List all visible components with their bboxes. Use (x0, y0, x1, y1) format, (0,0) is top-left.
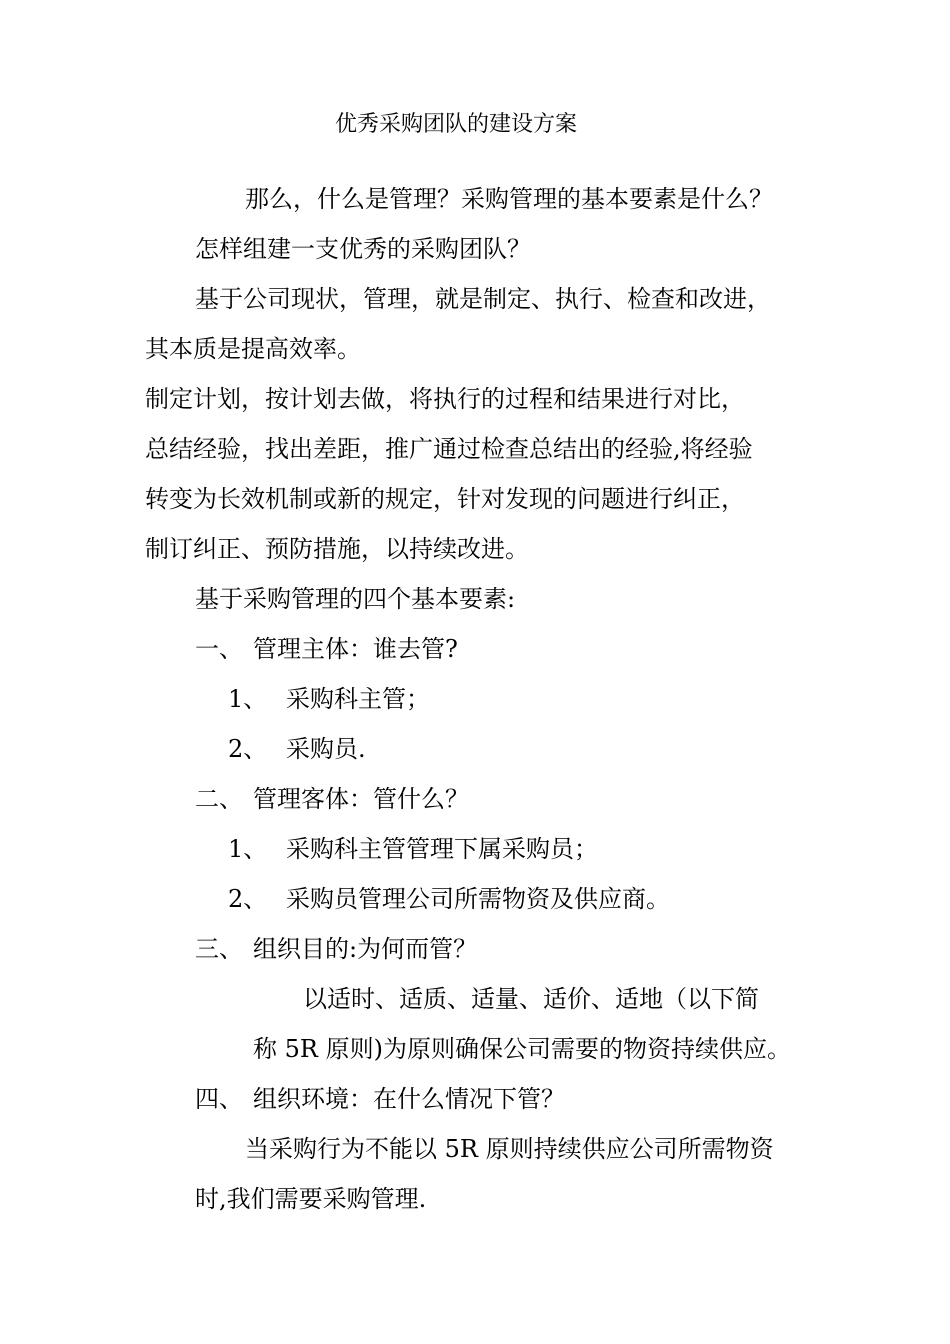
section-heading: 组织目的:为何而管？ (253, 935, 478, 963)
list-item: 采购员. (286, 735, 366, 763)
section-heading: 组织环境：在什么情况下管？ (253, 1085, 565, 1113)
paragraph-line: 以适时、适质、适量、适价、适地（以下简 (303, 985, 759, 1013)
paragraph-line: 当采购行为不能以 5R 原则持续供应公司所需物资 (245, 1135, 774, 1163)
list-item-number: 2、 (228, 885, 268, 913)
paragraph-line: 总结经验，找出差距，推广通过检查总结出的经验,将经验 (145, 435, 753, 463)
paragraph: 怎样组建一支优秀的采购团队？ (195, 235, 531, 263)
paragraph-line: 其本质是提高效率。 (145, 335, 361, 363)
paragraph-line: 时,我们需要采购管理. (195, 1185, 427, 1213)
section-heading: 管理客体：管什么？ (253, 785, 469, 813)
list-item-number: 2、 (228, 735, 268, 763)
document-title: 优秀采购团队的建设方案 (335, 112, 578, 137)
paragraph-line: 称 5R 原则)为原则确保公司需要的物资持续供应。 (253, 1035, 791, 1063)
paragraph: 基于采购管理的四个基本要素: (195, 585, 516, 613)
paragraph-line: 转变为长效机制或新的规定，针对发现的问题进行纠正， (145, 485, 745, 513)
section-number: 三、 (195, 935, 243, 963)
section-number: 二、 (195, 785, 243, 813)
list-item: 采购员管理公司所需物资及供应商。 (286, 885, 670, 913)
paragraph-line: 制订纠正、预防措施，以持续改进。 (145, 535, 529, 563)
list-item: 采购科主管； (286, 685, 430, 713)
paragraph-line: 基于公司现状，管理，就是制定、执行、检查和改进， (195, 285, 771, 313)
section-number: 四、 (195, 1085, 243, 1113)
paragraph-line: 制定计划，按计划去做，将执行的过程和结果进行对比， (145, 385, 745, 413)
list-item-number: 1、 (228, 835, 268, 863)
section-heading: 管理主体：谁去管? (253, 635, 458, 663)
paragraph: 那么，什么是管理？采购管理的基本要素是什么？ (245, 185, 773, 213)
section-number: 一、 (195, 635, 243, 663)
list-item-number: 1、 (228, 685, 268, 713)
list-item: 采购科主管管理下属采购员； (286, 835, 598, 863)
